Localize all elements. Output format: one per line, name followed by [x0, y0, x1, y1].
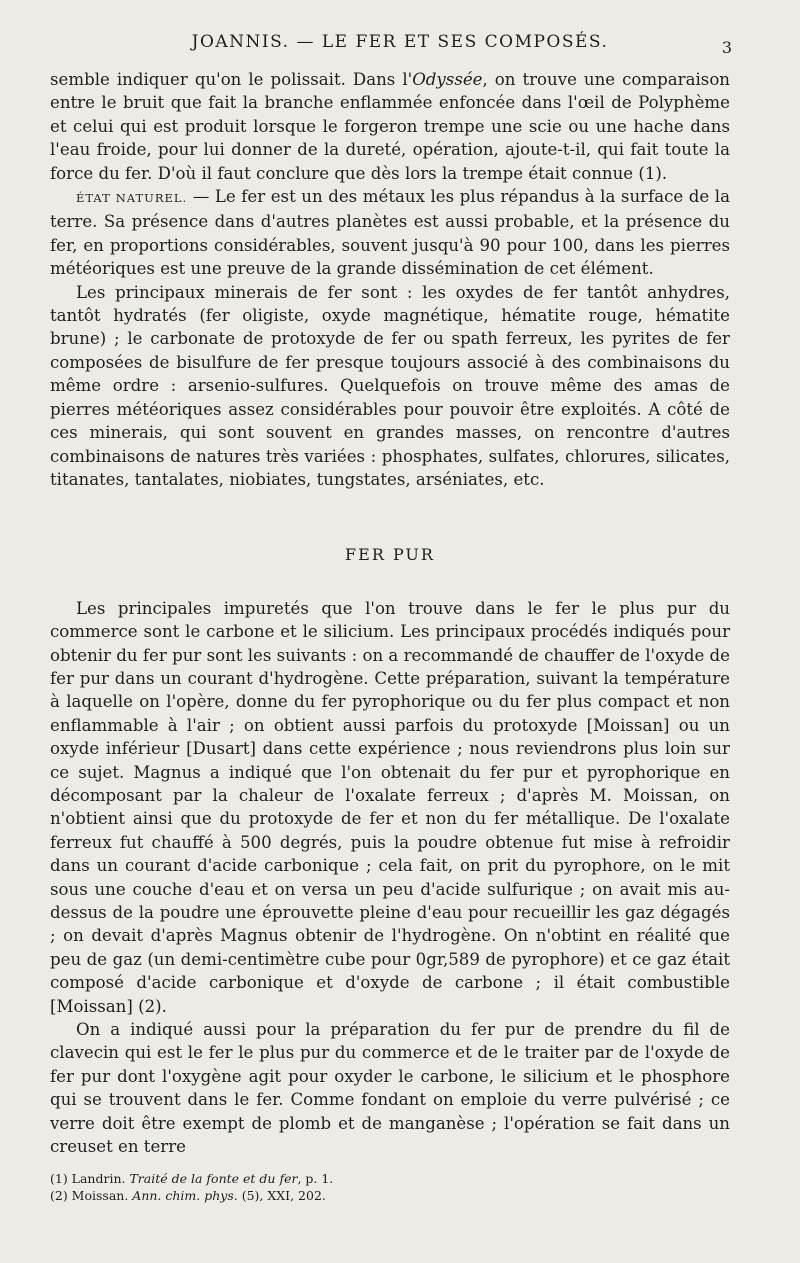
- paragraph-text: — Le fer est un des métaux les plus répandus à la surface de la terre. Sa présence dans d'autres planètes est aussi probable, et la présence du fer, en proportions considérables, souvent jusqu'à 90 pour 100, dans les pierres météoriques est une preuve de la grande dissémination de cet élément.: [50, 187, 730, 279]
- page-header: [0, 32, 800, 62]
- runin-heading: ÉTAT NATUREL.: [76, 191, 188, 206]
- footnote-italic: Traité de la fonte et du fer: [129, 1171, 298, 1186]
- paragraph-text: semble indiquer qu'on le polissait. Dans l': [50, 70, 413, 89]
- page-number: 3: [721, 38, 732, 57]
- paragraph-text: Les principaux minerais de fer sont : les oxydes de fer tantôt anhydres, tantôt hydratés (fer oligiste, oxyde magnétique, hématite rouge, hématite brune) ; le carbonate de protoxyde de fer ou spath ferreux, les pyrites de fer composées de bisulfure de fer presque toujours associé à des combinaisons du même ordre : arsenio-sulfures. Quelquefois on trouve même des amas de pierres météoriques assez considérables pour pouvoir être exploités. A côté de ces minerais, qui sont souvent en grandes masses, on rencontre d'autres combinaisons de natures très variées : phosphates, sulfates, chlorures, silicates, titanates, tantalates, niobiates, tungstates, arséniates, etc.: [50, 282, 730, 489]
- footnote: [50, 1187, 730, 1204]
- footnotes: [50, 1170, 730, 1204]
- paragraph-text: On a indiqué aussi pour la préparation du fer pur de prendre du fil de clavecin qui est le fer le plus pur du commerce et de le traiter par de l'oxyde de fer pur dont l'oxygène agit pour oxyder le carbone, le silicium et le phosphore qui se trouvent dans le fer. Comme fondant on emploie du verre pulvérisé ; ce verre doit être exempt de plomb et de manganèse ; l'opération se fait dans un creuset en terre: [50, 1020, 730, 1157]
- footnote-text: (1) Landrin.: [50, 1171, 130, 1186]
- paragraph-etat-naturel: [50, 185, 730, 281]
- footnote: [50, 1170, 730, 1187]
- body-text: [50, 68, 730, 1158]
- section-heading: FER PUR: [345, 545, 435, 565]
- paragraph-text: Les principales impuretés que l'on trouve dans le fer le plus pur du commerce sont le carbone et le silicium. Les principaux procédés indiqués pour obtenir du fer pur sont les suivants : on a recommandé de chauffer de l'oxyde de fer pur dans un courant d'hydrogène. Cette préparation, suivant la température à laquelle on l'opère, donne du fer pyrophorique ou du fer plus compact et non enflammable à l'air ; on obtient aussi parfois du protoxyde [Moissan] ou un oxyde inférieur [Dusart] dans cette expérience ; nous reviendrons plus loin sur ce sujet. Magnus a indiqué que l'on obtenait du fer pur et pyrophorique en décomposant par la chaleur de l'oxalate ferreux ; d'après M. Moissan, on n'obtient ainsi que du protoxyde de fer et non du fer métallique. De l'oxalate ferreux fut chauffé à 500 degrés, puis la poudre obtenue fut mise à refroidir dans un courant d'acide carbonique ; cela fait, on prit du pyrophore, on le mit sous une couche d'eau et on versa un peu d'acide sulfurique ; on avait mis au-dessus de la poudre une éprouvette pleine d'eau pour recueillir les gaz dégagés ; on devait d'après Magnus obtenir de l'hydrogène. On n'obtint en réalité que peu de gaz (un demi-centimètre cube pour 0gr,589 de pyrophore) et ce gaz était composé d'acide carbonique et d'oxyde de carbone ; il était combustible [Moissan] (2).: [50, 598, 730, 1016]
- paragraph-impuretes: [50, 597, 730, 1018]
- paragraph-odyssee: [50, 68, 730, 185]
- italic-title: Odyssée: [412, 70, 483, 89]
- footnote-text: , p. 1.: [297, 1171, 334, 1186]
- running-title: JOANNIS. — LE FER ET SES COMPOSÉS.: [191, 32, 609, 52]
- paragraph-minerais: [50, 281, 730, 492]
- footnote-italic: Ann. chim. phys.: [132, 1188, 238, 1203]
- paragraph-text: , on trouve une comparaison entre le bruit que fait la branche enflammée enfoncée dans l'œil de Polyphème et celui qui est produit lorsque le forgeron trempe une scie ou une hache dans l'eau froide, pour lui donner de la dureté, opération, ajoute-t-il, qui fait toute la force du fer. D'où il faut conclure que dès lors la trempe était connue (1).: [50, 70, 730, 183]
- paragraph-fil-clavecin: [50, 1018, 730, 1158]
- footnote-text: (5), XXI, 202.: [237, 1188, 326, 1203]
- footnote-text: (2) Moissan.: [50, 1188, 133, 1203]
